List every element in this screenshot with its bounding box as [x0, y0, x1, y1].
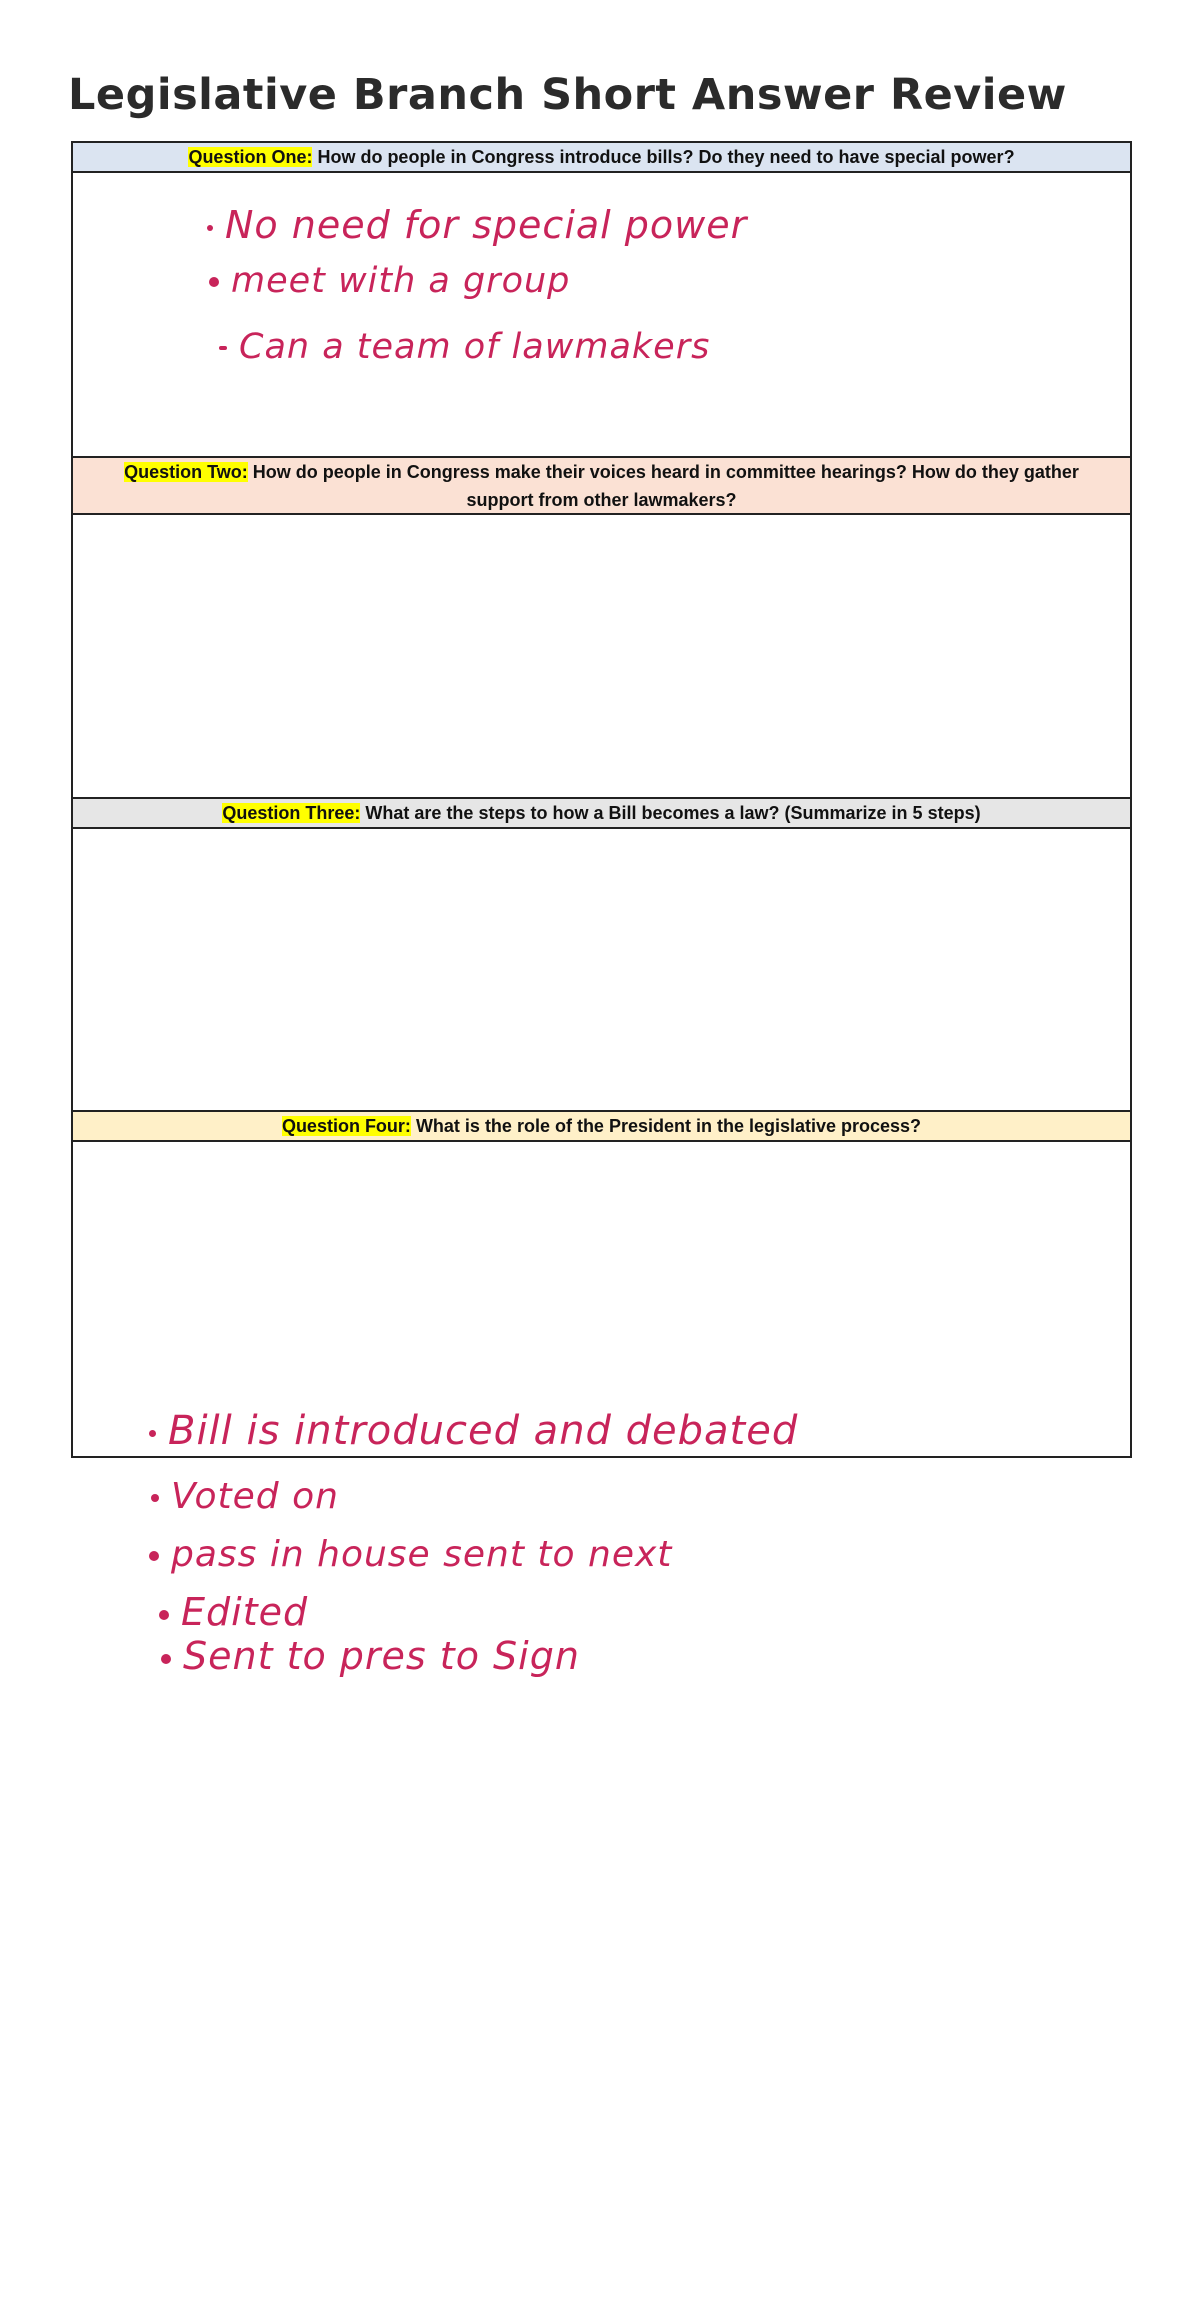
answer-line: No need for special power — [207, 203, 747, 247]
question-three-header — [73, 797, 1130, 829]
question-four-header — [73, 1110, 1130, 1142]
bullet-icon — [151, 1494, 159, 1502]
question-one-text: How do people in Congress introduce bills? Do they need to have special power? — [312, 147, 1015, 167]
bullet-icon — [219, 346, 227, 350]
answer-line: Voted on — [151, 1476, 339, 1517]
answer-line: pass in house sent to next — [149, 1534, 672, 1575]
question-one-answer-box[interactable] — [73, 173, 1130, 456]
question-three-text: What are the steps to how a Bill becomes a law? (Summarize in 5 steps) — [360, 803, 981, 823]
question-one-label: Question One: — [188, 147, 313, 167]
answer-line: Bill is introduced and debated — [149, 1408, 798, 1454]
answer-line: meet with a group — [209, 261, 570, 301]
bullet-icon — [159, 1610, 169, 1620]
answer-line: Sent to pres to Sign — [161, 1634, 580, 1678]
question-two-label: Question Two: — [124, 462, 248, 482]
bullet-icon — [149, 1430, 156, 1437]
answer-line: Edited — [159, 1590, 308, 1634]
bullet-icon — [161, 1654, 171, 1664]
question-four-text: What is the role of the President in the legislative process? — [410, 1116, 922, 1136]
answer-line: Can a team of lawmakers — [219, 327, 710, 367]
question-two-text: How do people in Congress make their voices heard in committee hearings? How do they gather support from other lawmakers? — [247, 462, 1079, 510]
worksheet-table — [71, 141, 1132, 1678]
bullet-icon — [209, 277, 219, 287]
question-two-answer-box[interactable] — [73, 798, 1130, 1080]
question-two-header — [73, 456, 1130, 515]
question-four-answer-box[interactable] — [73, 1988, 1130, 2302]
question-three-label: Question Three: — [222, 803, 361, 823]
bullet-icon — [207, 225, 213, 231]
question-four-label: Question Four: — [281, 1116, 411, 1136]
page-title: Legislative Branch Short Answer Review — [68, 70, 1067, 120]
question-one-header — [73, 143, 1130, 173]
question-three-answer-box[interactable] — [73, 1394, 1130, 1678]
